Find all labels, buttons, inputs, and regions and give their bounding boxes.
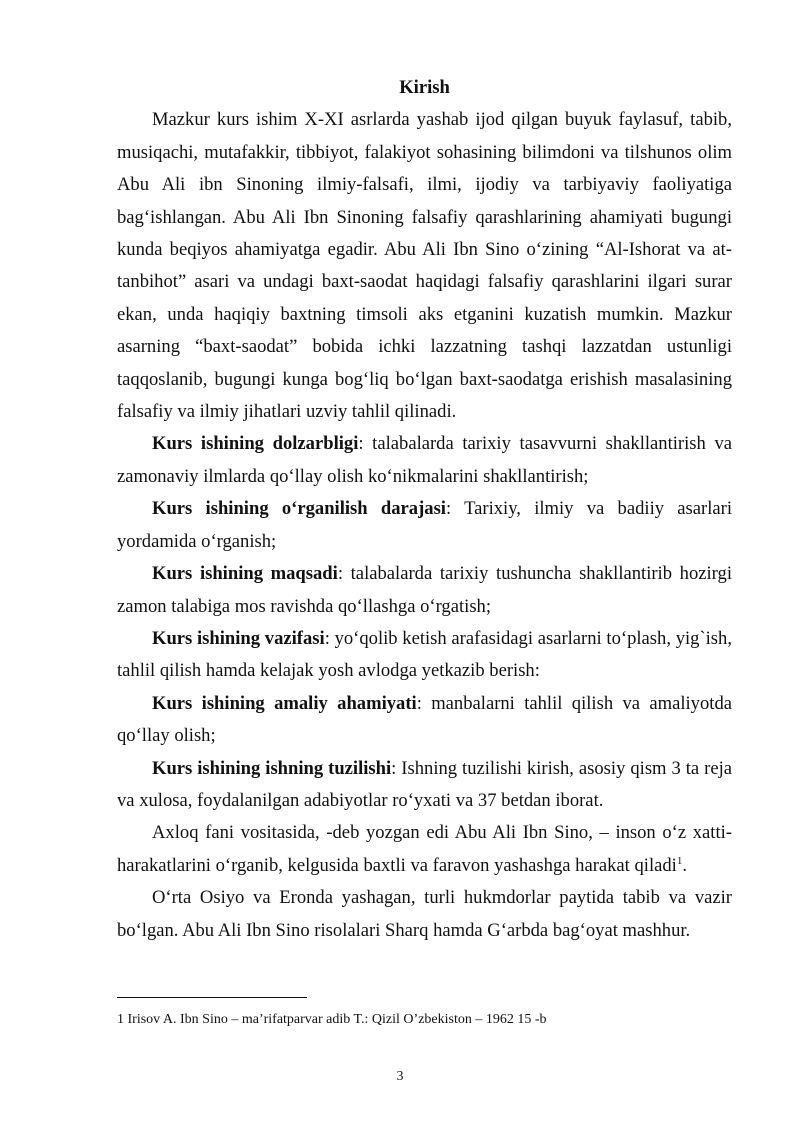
section-label: Kurs ishining ishning tuzilishi [152, 757, 392, 779]
section-label: Kurs ishining dolzarbligi [152, 433, 359, 455]
section-relevance [117, 428, 732, 493]
quote-paragraph: Axloq fani vositasida, -deb yozgan edi Abu Ali Ibn Sino, – inson o‘z xatti-harakatlarini o‘rganib, kelgusida baxtli va faravon yashashga harakat qiladi$^1$. [117, 822, 732, 876]
closing-paragraph: O‘rta Osiyo va Eronda yashagan, turli hukmdorlar paytida tabib va vazir bo‘lgan. Abu Ali Ibn Sino risolalari Sharq hamda G‘arbda bag‘oyat mashhur. [117, 887, 732, 941]
intro-paragraph: Mazkur kurs ishim X-XI asrlarda yashab ijod qilgan buyuk faylasuf, tabib, musiqachi, mutafakkir, tibbiyot, falakiyot sohasining bilimdoni va tilshunos olim Abu Ali ibn Sinoning ilmiy-falsafi, ilmi, ijodiy va tarbiyaviy faoliyatiga bag‘ishlangan. Abu Ali Ibn Sinoning falsafiy qarashlarining ahamiyati bugungi kunda beqiyos ahamiyatga egadir. Abu Ali Ibn Sino o‘zining “Al-Ishorat va at-tanbihot” asari va undagi baxt-saodat haqidagi falsafiy qarashlarini ilgari surar ekan, unda haqiqiy baxtning timsoli aks etganini kuzatish mumkin. Mazkur asarning “baxt-saodat” bobida ichki lazzatning tashqi lazzatdan ustunligi taqqoslanib, bugungi kunga bog‘liq bo‘lgan baxt-saodatga erishish masalasining falsafiy va ilmiy jihatlari uzviy tahlil qilinadi. [117, 109, 732, 423]
section-label: Kurs ishining o‘rganilish darajasi [152, 498, 446, 520]
document-body [117, 72, 732, 947]
section-label: Kurs ishining vazifasi [152, 627, 325, 649]
section-goal [117, 558, 732, 623]
section-study-degree [117, 493, 732, 558]
section-text: : manbalarni tahlil qilish va amaliyotda qo‘llay olish; [117, 692, 732, 747]
section-practical-value [117, 688, 732, 753]
section-text: : talabalarda tarixiy tasavvurni shakllantirish va zamonaviy ilmlarda qo‘llay olish ko‘nikmalarini shakllantirish; [117, 433, 732, 487]
section-structure [117, 753, 732, 818]
section-text: : yo‘qolib ketish arafasidagi asarlarni to‘plash, yig`ish, tahlil qilish hamda kelajak yosh avlodga yetkazib berish: [117, 627, 732, 682]
section-label: Kurs ishining maqsadi [152, 563, 338, 585]
section-text: : Ishning tuzilishi kirish, asosiy qism 3 ta reja va xulosa, foydalanilgan adabiyotlar ro‘yxati va 37 betdan iborat. [117, 757, 732, 811]
section-text: : Tarixiy, ilmiy va badiiy asarlari yordamida o‘rganish; [117, 498, 733, 552]
footnote: 1 Irisov A. Ibn Sino – ma’rifatparvar adib T.: Qizil O’zbekiston – 1962 15 -b [117, 1012, 547, 1027]
section-tasks [117, 623, 732, 688]
section-label: Kurs ishining amaliy ahamiyati [152, 692, 417, 714]
footnote-reference[interactable]: 1 [676, 854, 683, 867]
page-title: Kirish [399, 77, 450, 98]
footnote-divider [117, 997, 307, 998]
quote-text: Axloq fani vositasida, -deb yozgan edi Abu Ali Ibn Sino, – inson o‘z xatti-harakatlarini o‘rganib, kelgusida baxtli va faravon yashashga harakat qiladi [117, 822, 732, 876]
page-number: 3 [396, 1069, 404, 1084]
section-text: : talabalarda tarixiy tushuncha shakllantirib hozirgi zamon talabiga mos ravishda qo‘llashga o‘rgatish; [117, 563, 733, 617]
